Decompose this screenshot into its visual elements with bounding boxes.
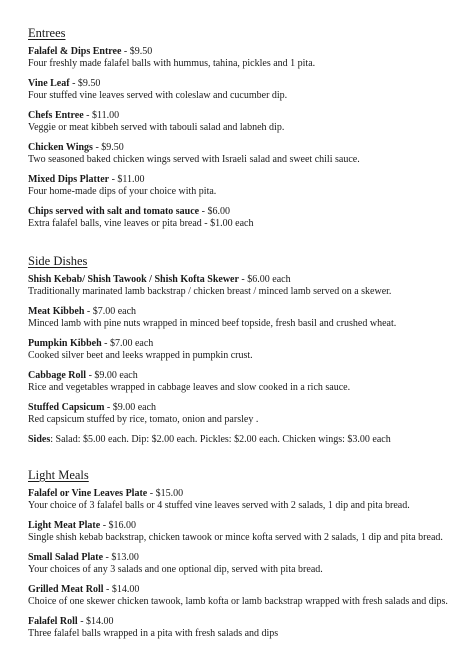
item-description: Cooked silver beet and leeks wrapped in pumpkin crust.: [28, 350, 253, 361]
item-name: Small Salad Plate: [28, 552, 104, 563]
item-price: - $7.00 each: [101, 338, 154, 349]
item-name: Pumpkin Kibbeh: [28, 338, 102, 349]
item-price: - $9.50: [121, 46, 153, 57]
item-name: Shish Kebab/ Shish Tawook / Shish Kofta Skewer: [28, 274, 239, 285]
menu-item: [28, 370, 464, 394]
item-name: Cabbage Roll: [28, 370, 87, 381]
item-description: Minced lamb with pine nuts wrapped in minced beef topside, fresh basil and crushed wheat.: [28, 318, 397, 329]
menu-item: [28, 110, 464, 134]
sides-label: Sides: [28, 434, 51, 445]
item-name: Falafel or Vine Leaves Plate: [28, 488, 148, 499]
menu-item: [28, 206, 464, 230]
item-price: - $9.00 each: [104, 402, 157, 413]
menu-item: [28, 584, 464, 608]
item-name: Chefs Entree: [28, 110, 84, 121]
item-price: - $11.00: [83, 110, 120, 121]
item-price: - $16.00: [100, 520, 137, 531]
item-name: Grilled Meat Roll: [28, 584, 104, 595]
menu-item: [28, 78, 464, 102]
item-description: Three falafel balls wrapped in a pita with fresh salads and dips: [28, 628, 279, 639]
section-entrees: [28, 24, 464, 230]
item-price: - $6.00 each: [238, 274, 291, 285]
item-description: Four freshly made falafel balls with hummus, tahina, pickles and 1 pita.: [28, 58, 316, 69]
item-price: - $9.50: [69, 78, 101, 89]
item-description: Red capsicum stuffed by rice, tomato, onion and parsley .: [28, 414, 259, 425]
item-description: Traditionally marinated lamb backstrap / chicken breast / minced lamb served on a skewer.: [28, 286, 392, 297]
menu-item: [28, 616, 464, 640]
sides-prices: : Salad: $5.00 each. Dip: $2.00 each. Pickles: $2.00 each. Chicken wings: $3.00 each: [50, 434, 391, 445]
menu-item: [28, 46, 464, 70]
item-description: Two seasoned baked chicken wings served with Israeli salad and sweet chili sauce.: [28, 154, 360, 165]
menu-item: [28, 488, 464, 512]
menu-item: [28, 338, 464, 362]
item-description: Veggie or meat kibbeh served with tabouli salad and labneh dip.: [28, 122, 285, 133]
item-price: - $9.50: [92, 142, 124, 153]
item-description: Choice of one skewer chicken tawook, lamb kofta or lamb backstrap wrapped with fresh salads and dips.: [28, 596, 448, 607]
item-name: Chips served with salt and tomato sauce: [28, 206, 200, 217]
item-name: Meat Kibbeh: [28, 306, 85, 317]
sides-extras-line: [28, 434, 464, 446]
item-name: Chicken Wings: [28, 142, 93, 153]
menu-item: [28, 520, 464, 544]
section-title: Light Meals: [28, 468, 89, 482]
item-description: Rice and vegetables wrapped in cabbage leaves and slow cooked in a rich sauce.: [28, 382, 351, 393]
menu-item: [28, 402, 464, 426]
item-name: Falafel Roll: [28, 616, 78, 627]
item-name: Vine Leaf: [28, 78, 70, 89]
item-description: Your choices of any 3 salads and one optional dip, served with pita bread.: [28, 564, 323, 575]
item-price: - $13.00: [103, 552, 139, 563]
item-description: Extra falafel balls, vine leaves or pita bread - $1.00 each: [28, 218, 254, 229]
item-description: Your choice of 3 falafel balls or 4 stuffed vine leaves served with 2 salads, 1 dip and pita bread.: [28, 500, 410, 511]
item-name: Stuffed Capsicum: [28, 402, 105, 413]
menu-item: [28, 306, 464, 330]
item-name: Mixed Dips Platter: [28, 174, 110, 185]
item-price: - $7.00 each: [84, 306, 137, 317]
menu-item: [28, 274, 464, 298]
menu-item: [28, 174, 464, 198]
section-side-dishes: [28, 252, 464, 446]
item-price: - $11.00: [109, 174, 145, 185]
item-name: Falafel & Dips Entree: [28, 46, 122, 57]
menu-item: [28, 552, 464, 576]
section-title: Entrees: [28, 26, 66, 40]
item-description: Four home-made dips of your choice with pita.: [28, 186, 217, 197]
item-description: Single shish kebab backstrap, chicken tawook or mince kofta served with 2 salads, 1 dip and pita bread.: [28, 532, 443, 543]
section-title: Side Dishes: [28, 254, 88, 268]
item-price: - $14.00: [77, 616, 114, 627]
item-price: - $15.00: [147, 488, 184, 499]
menu-item: [28, 142, 464, 166]
item-price: - $6.00: [199, 206, 230, 217]
item-price: - $9.00 each: [86, 370, 138, 381]
section-light-meals: [28, 466, 464, 640]
item-price: - $14.00: [103, 584, 140, 595]
item-name: Light Meat Plate: [28, 520, 101, 531]
item-description: Four stuffed vine leaves served with coleslaw and cucumber dip.: [28, 90, 288, 101]
